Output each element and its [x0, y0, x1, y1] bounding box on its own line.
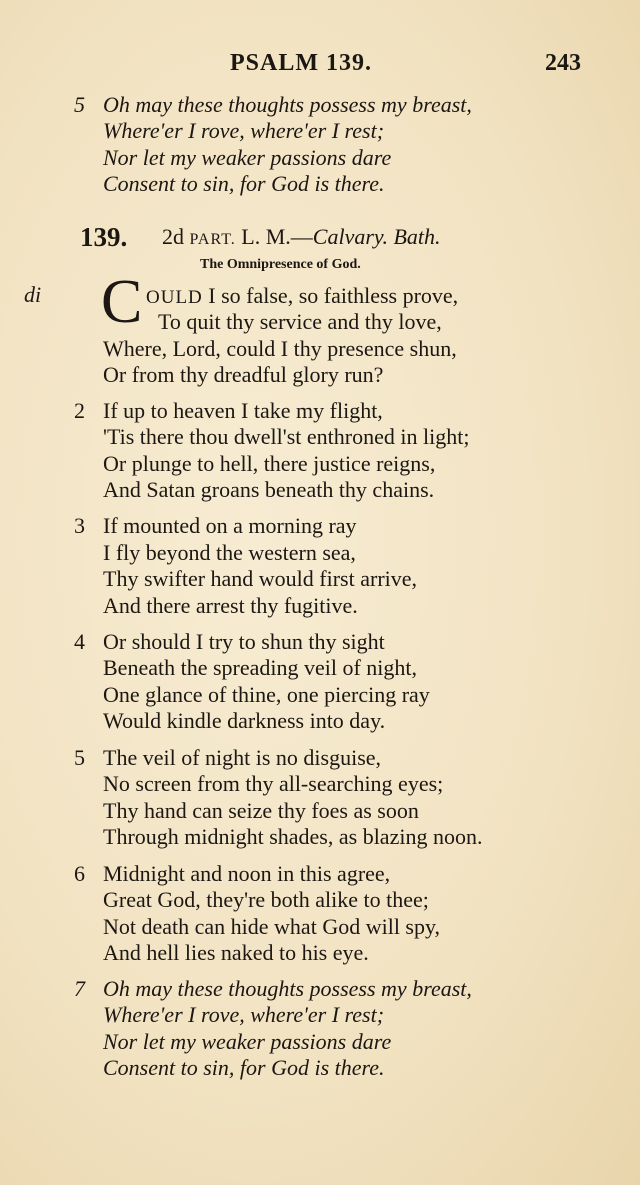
tune-names: Calvary. Bath. — [312, 224, 441, 249]
verse-line: Beneath the spreading veil of night, — [103, 655, 418, 680]
page-header — [0, 50, 640, 82]
verse-line: Or from thy dreadful glory run? — [103, 362, 384, 387]
verse-line: Or plunge to hell, there justice reigns, — [103, 451, 436, 476]
running-title: PSALM 139. — [230, 50, 372, 76]
verse-line: One glance of thine, one piercing ray — [103, 682, 430, 707]
verse-line: Through midnight shades, as blazing noon. — [103, 824, 483, 849]
first-line-after: I so false, so faithless prove, — [208, 283, 459, 308]
stanza-number: 7 — [74, 976, 85, 1001]
verse-line: Oh may these thoughts possess my breast, — [103, 92, 472, 117]
first-verse-line — [146, 283, 458, 309]
hymn-number: 139. — [80, 222, 128, 252]
first-word-rest: OULD — [146, 287, 203, 308]
verse-line: Would kindle darkness into day. — [103, 708, 386, 733]
verse-line: Nor let my weaker passions dare — [103, 1029, 392, 1054]
verse-line: I fly beyond the western sea, — [103, 540, 356, 565]
stanza-number: 5 — [74, 745, 85, 770]
verse-line: Thy swifter hand would first arrive, — [103, 566, 418, 591]
verse-line: Where'er I rove, where'er I rest; — [103, 1002, 385, 1027]
stanza-number: 4 — [74, 629, 85, 654]
verse-line: Where, Lord, could I thy presence shun, — [103, 336, 457, 361]
page-number: 243 — [545, 50, 581, 76]
verse-line: Oh may these thoughts possess my breast, — [103, 976, 472, 1001]
hymn-subtitle: The Omnipresence of God. — [200, 257, 361, 272]
verse-line: Not death can hide what God will spy, — [103, 914, 441, 939]
verse-line: And Satan groans beneath thy chains. — [103, 477, 435, 502]
part-ordinal: 2d — [162, 224, 184, 249]
part-label: PART. — [189, 231, 236, 248]
verse-line: Consent to sin, for God is there. — [103, 1055, 385, 1080]
stanza-number: 6 — [74, 861, 85, 886]
stanza-number: 5 — [74, 92, 85, 117]
hymn-heading — [80, 222, 620, 256]
hymn-part — [162, 224, 441, 250]
verse-line: Where'er I rove, where'er I rest; — [103, 118, 385, 143]
verse-line: Consent to sin, for God is there. — [103, 171, 385, 196]
margin-note: di — [24, 282, 42, 307]
verse-line: Nor let my weaker passions dare — [103, 145, 392, 170]
stanza-number: 2 — [74, 398, 85, 423]
verse-line: Midnight and noon in this agree, — [103, 861, 391, 886]
verse-line: If mounted on a morning ray — [103, 513, 357, 538]
verse-line: If up to heaven I take my flight, — [103, 398, 383, 423]
verse-line: Thy hand can seize thy foes as soon — [103, 798, 419, 823]
verse-line: No screen from thy all-searching eyes; — [103, 771, 444, 796]
verse-line: Or should I try to shun thy sight — [103, 629, 385, 654]
verse-line: The veil of night is no disguise, — [103, 745, 382, 770]
verse-line: Great God, they're both alike to thee; — [103, 887, 429, 912]
verse-line: And there arrest thy fugitive. — [103, 593, 358, 618]
verse-line: 'Tis there thou dwell'st enthroned in light; — [103, 424, 470, 449]
verse-line: And hell lies naked to his eye. — [103, 940, 369, 965]
verse-line: To quit thy service and thy love, — [158, 309, 442, 334]
stanza-number: 3 — [74, 513, 85, 538]
drop-cap: C — [101, 268, 143, 336]
meter: L. M.— — [241, 224, 313, 249]
